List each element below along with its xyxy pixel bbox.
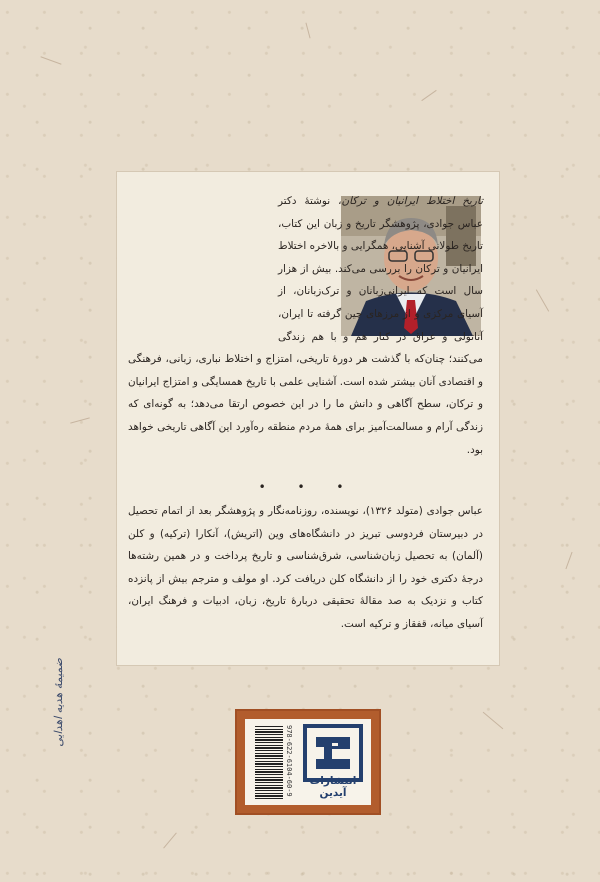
barcode (255, 725, 283, 799)
paper-fiber (536, 289, 549, 311)
publisher-name: انتشارات آیدین (309, 775, 357, 799)
paper-fiber (565, 552, 572, 569)
paper-fiber (421, 90, 436, 101)
photo-float-spacer (128, 190, 278, 338)
publisher-logo-icon (302, 723, 364, 783)
book-description-text: ، نوشتهٔ دکتر عباس جوادی، پژوهشگر تاریخ و زبان این کتاب، تاریخ طولانی آشنایی، همگرایی و بالاخره اختلاط ایرانیان و ترکان را بررسی می‌کند. بیش از هزار سال است که ایرانی‌زبانان و ترک‌زبانان، از آسیای مرکزی و از مرزهای چین گرفته تا ایران، آناتولی و عراق در کنار هم و با هم زندگی می‌کنند؛ چنان‌که با گذشت هر دورهٔ تاریخی، امتزاج و اختلاط نباری، زبانی، فرهنگی و اقتصادی آنان بیشتر شده است. آشنایی علمی با تاریخ همسایگی و امتزاج ایرانیان و ترکان، سطح آگاهی و دانش ما را در این خصوص ارتقا می‌دهد؛ به گونه‌ای که زندگی آرام و مسالمت‌آمیز برای همهٔ مردم منطقه ره‌آورد این آگاهی تاریخی خواهد بود. (128, 195, 483, 456)
handwritten-signature: ضمیمهٔ هدیه اهدایی (52, 658, 65, 747)
paper-fiber (40, 56, 61, 64)
author-biography: عباس جوادی (متولد ۱۳۲۶)، نویسنده، روزنامه‌نگار و پژوهشگر بعد از اتمام تحصیل در دبیرستان فردوسی تبریز در دانشگاه‌های وین (اتریش)، آنکارا (ترکیه) و کلن (آلمان) به تحصیل زبان‌شناسی، شرق‌شناسی و تاریخ پرداخت و در همین رشته‌ها درجهٔ دکتری خود را از دانشگاه کلن دریافت کرد. او مولف و مترجم بیش از پانزده کتاب و نزدیک به صد مقالهٔ تحقیقی دربارهٔ تاریخ، زبان، ادبیات و فرهنگ ایران، آسیای میانه، قفقاز و ترکیه است. (128, 505, 484, 630)
book-description (128, 190, 483, 461)
paper-fiber (163, 833, 177, 849)
paper-fiber (305, 23, 310, 39)
barcode-digits: 978-622-6104-60-9 (285, 725, 293, 797)
paper-fiber (70, 417, 90, 423)
book-title-italic: تاریخ اختلاط ایرانیان و ترکان (341, 195, 483, 207)
publisher-logo-inner (245, 719, 371, 805)
paper-fiber (483, 712, 504, 729)
publisher-logo-box (235, 709, 381, 815)
publisher-logo (302, 723, 364, 801)
section-separator: • • • (258, 480, 358, 494)
